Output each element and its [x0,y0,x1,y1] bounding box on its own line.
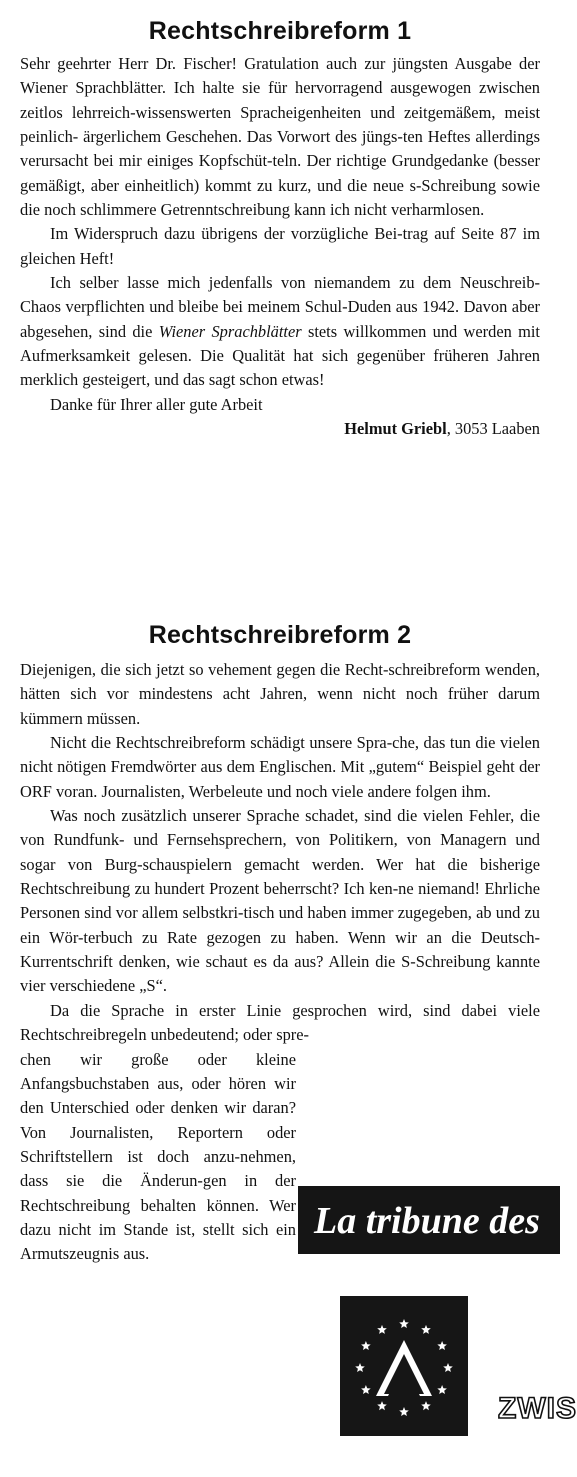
letter1-body [20,52,540,442]
tribune-banner-text: La tribune des [314,1200,540,1242]
letter2-heading: Rechtschreibreform 2 [148,621,412,649]
star-icon [421,1401,431,1410]
star-icon [421,1325,431,1334]
eu-flag-logo [340,1296,468,1436]
tribune-banner [298,1186,560,1254]
letter1-paragraph-3 [20,271,540,393]
signature-place: , 3053 Laaben [446,419,540,439]
star-icon [361,1341,371,1350]
star-icon [355,1363,365,1372]
letter1-paragraph-3-start: Ich selber lasse mich jedenfalls von niemandem zu dem Neuschreib-Chaos verpflichten und bleibe bei meinem Schul-Duden aus 1942. Davon aber abgesehen, sind die [20,273,540,341]
star-icon [377,1401,387,1410]
letter1-signature [20,417,540,441]
letter2-paragraph-3: Was noch zusätzlich unserer Sprache schadet, sind die vielen Fehler, die von Rundfunk- und Fernsehsprechern, von Politikern, von Managern und sogar von Burg-schauspielern gemacht werden. Wer hat die bisherige Rechtschreibung zu hundert Prozent beherrscht? Ich ken-ne niemand! Ehrliche Personen sind vor allem selbstkri-tisch und haben immer zugegeben, ab und zu ein Wör-terbuch zu Rate gezogen zu haben. Wenn wir an die Deutsch-Kurrentschrift denken, wie schaut es da aus? Allein die S-Schreibung kannte vier verschiedene „S“. [20,806,540,996]
letter2-body [20,658,540,1267]
letter1-paragraph-2: Im Widerspruch dazu übrigens der vorzügliche Bei-trag auf Seite 87 im gleichen Heft! [20,224,540,268]
letter1-closing: Danke für Ihrer aller gute Arbeit [50,394,263,414]
star-icon [399,1407,409,1416]
letter2-paragraph-1: Diejenigen, die sich jetzt so vehement gegen die Recht-schreibreform wenden, hätten sich vor mindestens acht Jahren, wenn nicht noch früher darum kümmern müssen. [20,660,540,728]
signature-name: Helmut Griebl [344,419,447,439]
letter1-paragraph-1: Sehr geehrter Herr Dr. Fischer! Gratulation auch zur jüngsten Ausgabe der Wiener Sprachblätter. Ich halte sie für hervorragend ausgewogen zwischen zeitlos lehrreich-wissenswerten Spracheigenheiten und zeitgemäßem, meist peinlich- ärgerlichem Geschehen. Das Vorwort des jüngs-ten Heftes allerdings verursacht bei mir einiges Kopfschüt-teln. Der richtige Grundgedanke (besser gemäßigt, aber einheitlich) kommt zu kurz, und die neue s-Schreibung sowie die noch schlimmere Getrenntschreibung kann ich nicht verharmlosen. [20,54,540,220]
chevron-emblem [376,1340,432,1396]
eu-flag-icon [340,1296,468,1436]
star-icon [437,1341,447,1350]
star-ring [355,1319,453,1416]
letter2-paragraph-4-continued: chen wir große oder kleine Anfangsbuchstaben aus, oder hören wir den Unterschied oder denken wir daran? Von Journalisten, Reportern oder Schriftstellern ist doch anzu-nehmen, dass sie die Änderun-gen in der Rechtschreibung behalten können. Wer dazu nicht im Stande ist, stellt sich ein Armutszeugnis aus. [20,1049,296,1264]
star-icon [377,1325,387,1334]
letter2-paragraph-4: Da die Sprache in erster Linie gesprochen wird, sind dabei viele Rechtschreibregeln unbedeutend; oder spre- [20,1000,540,1045]
star-icon [437,1385,447,1394]
letter1-heading: Rechtschreibreform 1 [148,17,412,45]
magazine-title: Wiener Sprachblätter [158,321,302,341]
letter1-paragraph-3-end: stets willkommen und werden mit Aufmerksamkeit gelesen. Die Qualität hat sich gegenüber früheren Jahren merklich gesteigert, und das sagt schon etwas! [20,321,540,390]
star-icon [399,1319,409,1328]
letter2-paragraph-2: Nicht die Rechtschreibreform schädigt unsere Spra-che, das tun die vielen nicht nötigen Fremdwörter aus dem Englischen. Mit „gutem“ Beispiel geht der ORF voran. Journalisten, Werbeleute und noch viele andere folgen ihm. [20,733,540,801]
star-icon [361,1385,371,1394]
zwis-partial-logo: ZWIS [498,1392,577,1425]
star-icon [443,1363,453,1372]
